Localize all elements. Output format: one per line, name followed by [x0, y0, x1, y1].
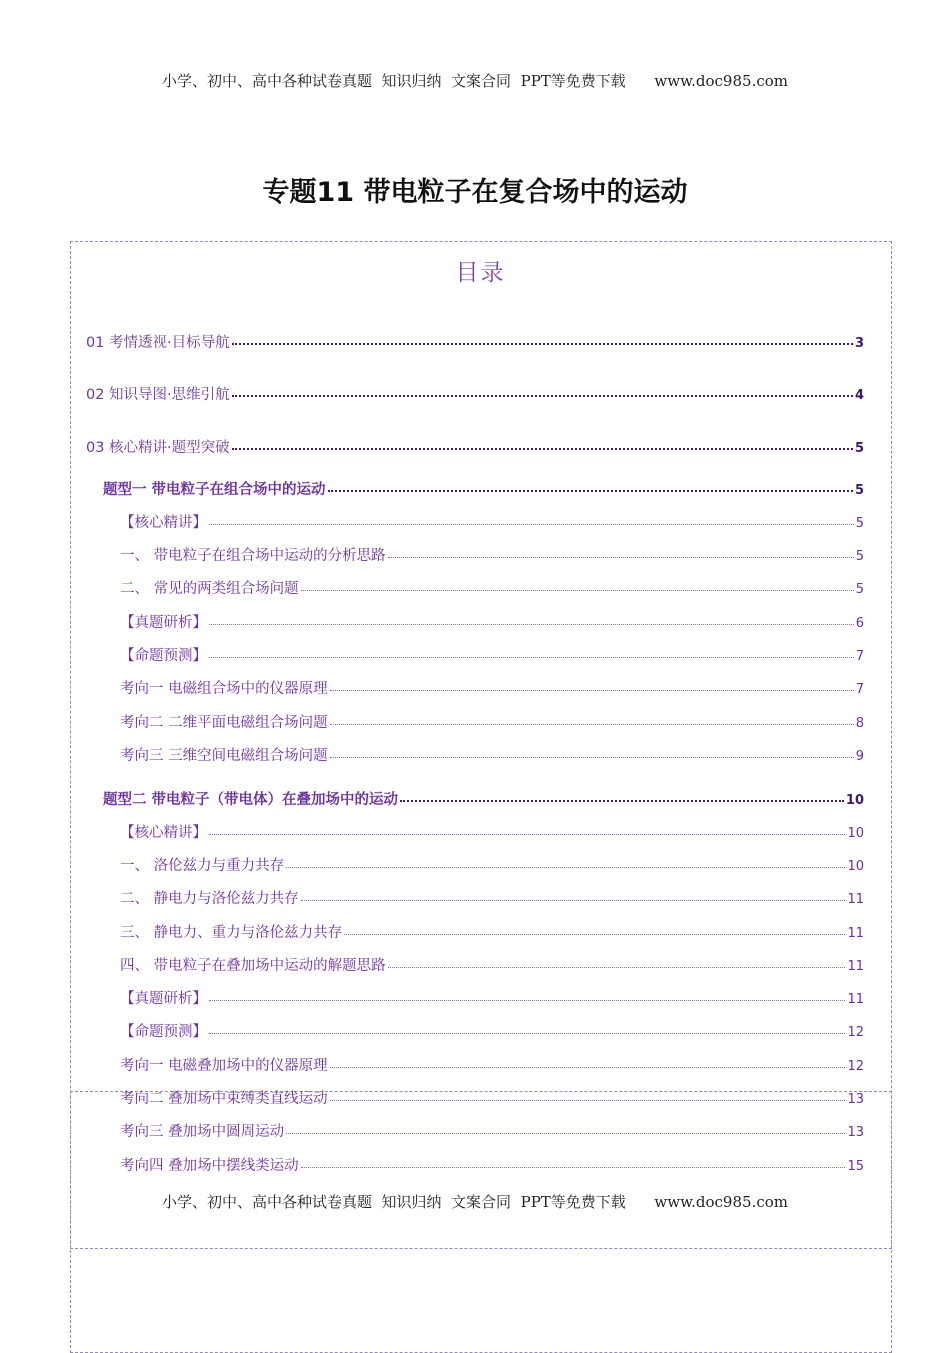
toc-page-number: 7 [855, 649, 864, 664]
toc-page-number: 4 [854, 388, 864, 403]
toc-entry-label: 【命题预测】 [120, 1024, 207, 1040]
toc-page-number: 10 [847, 859, 864, 874]
toc-entry-label: 考向二 二维平面电磁组合场问题 [120, 715, 328, 731]
page-title: 专题11 带电粒子在复合场中的运动 [262, 177, 688, 208]
toc-leader [232, 381, 853, 397]
toc-leader [330, 676, 854, 691]
toc-leader [388, 953, 846, 968]
toc-leader [344, 920, 845, 935]
toc-entry-label: 题型二 带电粒子（带电体）在叠加场中的运动 [103, 792, 399, 808]
toc-entry-label: 01 考情透视·目标导航 [86, 335, 230, 351]
toc-entry[interactable] [120, 822, 864, 842]
toc-page-number: 11 [847, 959, 864, 974]
toc-leader [301, 886, 846, 901]
toc-leader [209, 1019, 845, 1034]
toc-entry-label: 【核心精讲】 [120, 515, 207, 531]
toc-page-number: 6 [855, 616, 864, 631]
site-footer: 小学、初中、高中各种试卷真题 知识归纳 文案合同 PPT等免费下载 www.doc985.com [161, 1193, 788, 1211]
toc-entry-label: 一、 洛伦兹力与重力共存 [120, 858, 285, 874]
toc-entry[interactable] [120, 645, 864, 665]
toc-leader [301, 1153, 846, 1168]
toc-entry[interactable] [120, 1021, 864, 1041]
toc-page-number: 11 [847, 992, 864, 1007]
toc-leader [301, 576, 854, 591]
toc-entry[interactable] [120, 712, 864, 732]
toc-leader [209, 610, 854, 625]
toc-page-number: 5 [854, 441, 864, 456]
toc-entry-label: 三、 静电力、重力与洛伦兹力共存 [120, 925, 343, 941]
toc-entry[interactable] [120, 678, 864, 698]
toc-leader [286, 853, 845, 868]
toc-page-number: 15 [847, 1159, 864, 1174]
toc-leader [400, 786, 844, 802]
toc-page-number: 11 [847, 892, 864, 907]
toc-entry[interactable] [120, 545, 864, 565]
toc-page-number: 9 [855, 749, 864, 764]
site-header: 小学、初中、高中各种试卷真题 知识归纳 文案合同 PPT等免费下载 www.doc985.com [161, 72, 788, 90]
toc-entry-label: 考向三 三维空间电磁组合场问题 [120, 748, 328, 764]
toc-entry[interactable] [120, 1155, 864, 1175]
toc-leader [209, 986, 845, 1001]
toc-entry[interactable] [120, 1121, 864, 1141]
toc-page-number: 11 [847, 926, 864, 941]
toc-entry[interactable] [120, 888, 864, 908]
toc-page-number: 8 [855, 716, 864, 731]
toc-entry[interactable] [120, 955, 864, 975]
toc-entry-label: 【命题预测】 [120, 648, 207, 664]
toc-page-number: 10 [847, 826, 864, 841]
toc-page-number: 5 [855, 516, 864, 531]
toc-entry-label: 四、 带电粒子在叠加场中运动的解题思路 [120, 958, 386, 974]
toc-leader [286, 1119, 845, 1134]
toc-entry-label: 考向三 叠加场中圆周运动 [120, 1124, 285, 1140]
toc-entry-mindmap[interactable] [86, 383, 864, 403]
toc-page-number: 12 [847, 1025, 864, 1040]
toc-entry[interactable] [120, 512, 864, 532]
toc-heading: 目录 [455, 260, 506, 286]
toc-leader [330, 743, 854, 758]
toc-page-number: 3 [854, 336, 864, 351]
toc-entry[interactable] [120, 612, 864, 632]
toc-entry[interactable] [120, 922, 864, 942]
toc-entry-label: 一、 带电粒子在组合场中运动的分析思路 [120, 548, 386, 564]
toc-page-number: 5 [855, 582, 864, 597]
toc-entry[interactable] [120, 1055, 864, 1075]
toc-entry-overview[interactable] [86, 331, 864, 351]
toc-leader [328, 476, 853, 492]
toc-entry-label: 二、 常见的两类组合场问题 [120, 581, 299, 597]
toc-leader [330, 710, 854, 725]
toc-entry-label: 【真题研析】 [120, 615, 207, 631]
toc-page-number: 7 [855, 682, 864, 697]
toc-entry[interactable] [120, 745, 864, 765]
toc-entry[interactable] [120, 988, 864, 1008]
toc-leader [209, 820, 845, 835]
toc-entry-label: 题型一 带电粒子在组合场中的运动 [103, 482, 326, 498]
toc-entry-label: 考向二 叠加场中束缚类直线运动 [120, 1091, 328, 1107]
toc-page-number: 10 [845, 793, 864, 808]
toc-entry-type2[interactable] [103, 788, 864, 808]
toc-page-number: 12 [847, 1059, 864, 1074]
toc-entry-label: 考向四 叠加场中摆线类运动 [120, 1158, 299, 1174]
toc-leader [209, 510, 854, 525]
toc-entry-label: 考向一 电磁组合场中的仪器原理 [120, 681, 328, 697]
toc-entry-label: 考向一 电磁叠加场中的仪器原理 [120, 1058, 328, 1074]
toc-leader [232, 434, 853, 450]
toc-entry-type1[interactable] [103, 478, 864, 498]
toc-entry-label: 02 知识导图·思维引航 [86, 387, 230, 403]
toc-entry-label: 【真题研析】 [120, 991, 207, 1007]
toc-entry[interactable] [120, 855, 864, 875]
toc-page-number: 5 [855, 549, 864, 564]
toc-entry-label: 二、 静电力与洛伦兹力共存 [120, 891, 299, 907]
toc-leader [330, 1053, 846, 1068]
toc-entry[interactable] [120, 578, 864, 598]
toc-leader [232, 329, 853, 345]
toc-leader [388, 543, 854, 558]
toc-leader [209, 643, 854, 658]
toc-entry[interactable] [120, 1088, 864, 1108]
toc-page-number: 13 [847, 1125, 864, 1140]
toc-page-number: 13 [847, 1092, 864, 1107]
toc-entry-core[interactable] [86, 436, 864, 456]
toc-entry-label: 03 核心精讲·题型突破 [86, 440, 230, 456]
toc-leader [330, 1086, 846, 1101]
toc-entry-label: 【核心精讲】 [120, 825, 207, 841]
toc-page-number: 5 [854, 483, 864, 498]
